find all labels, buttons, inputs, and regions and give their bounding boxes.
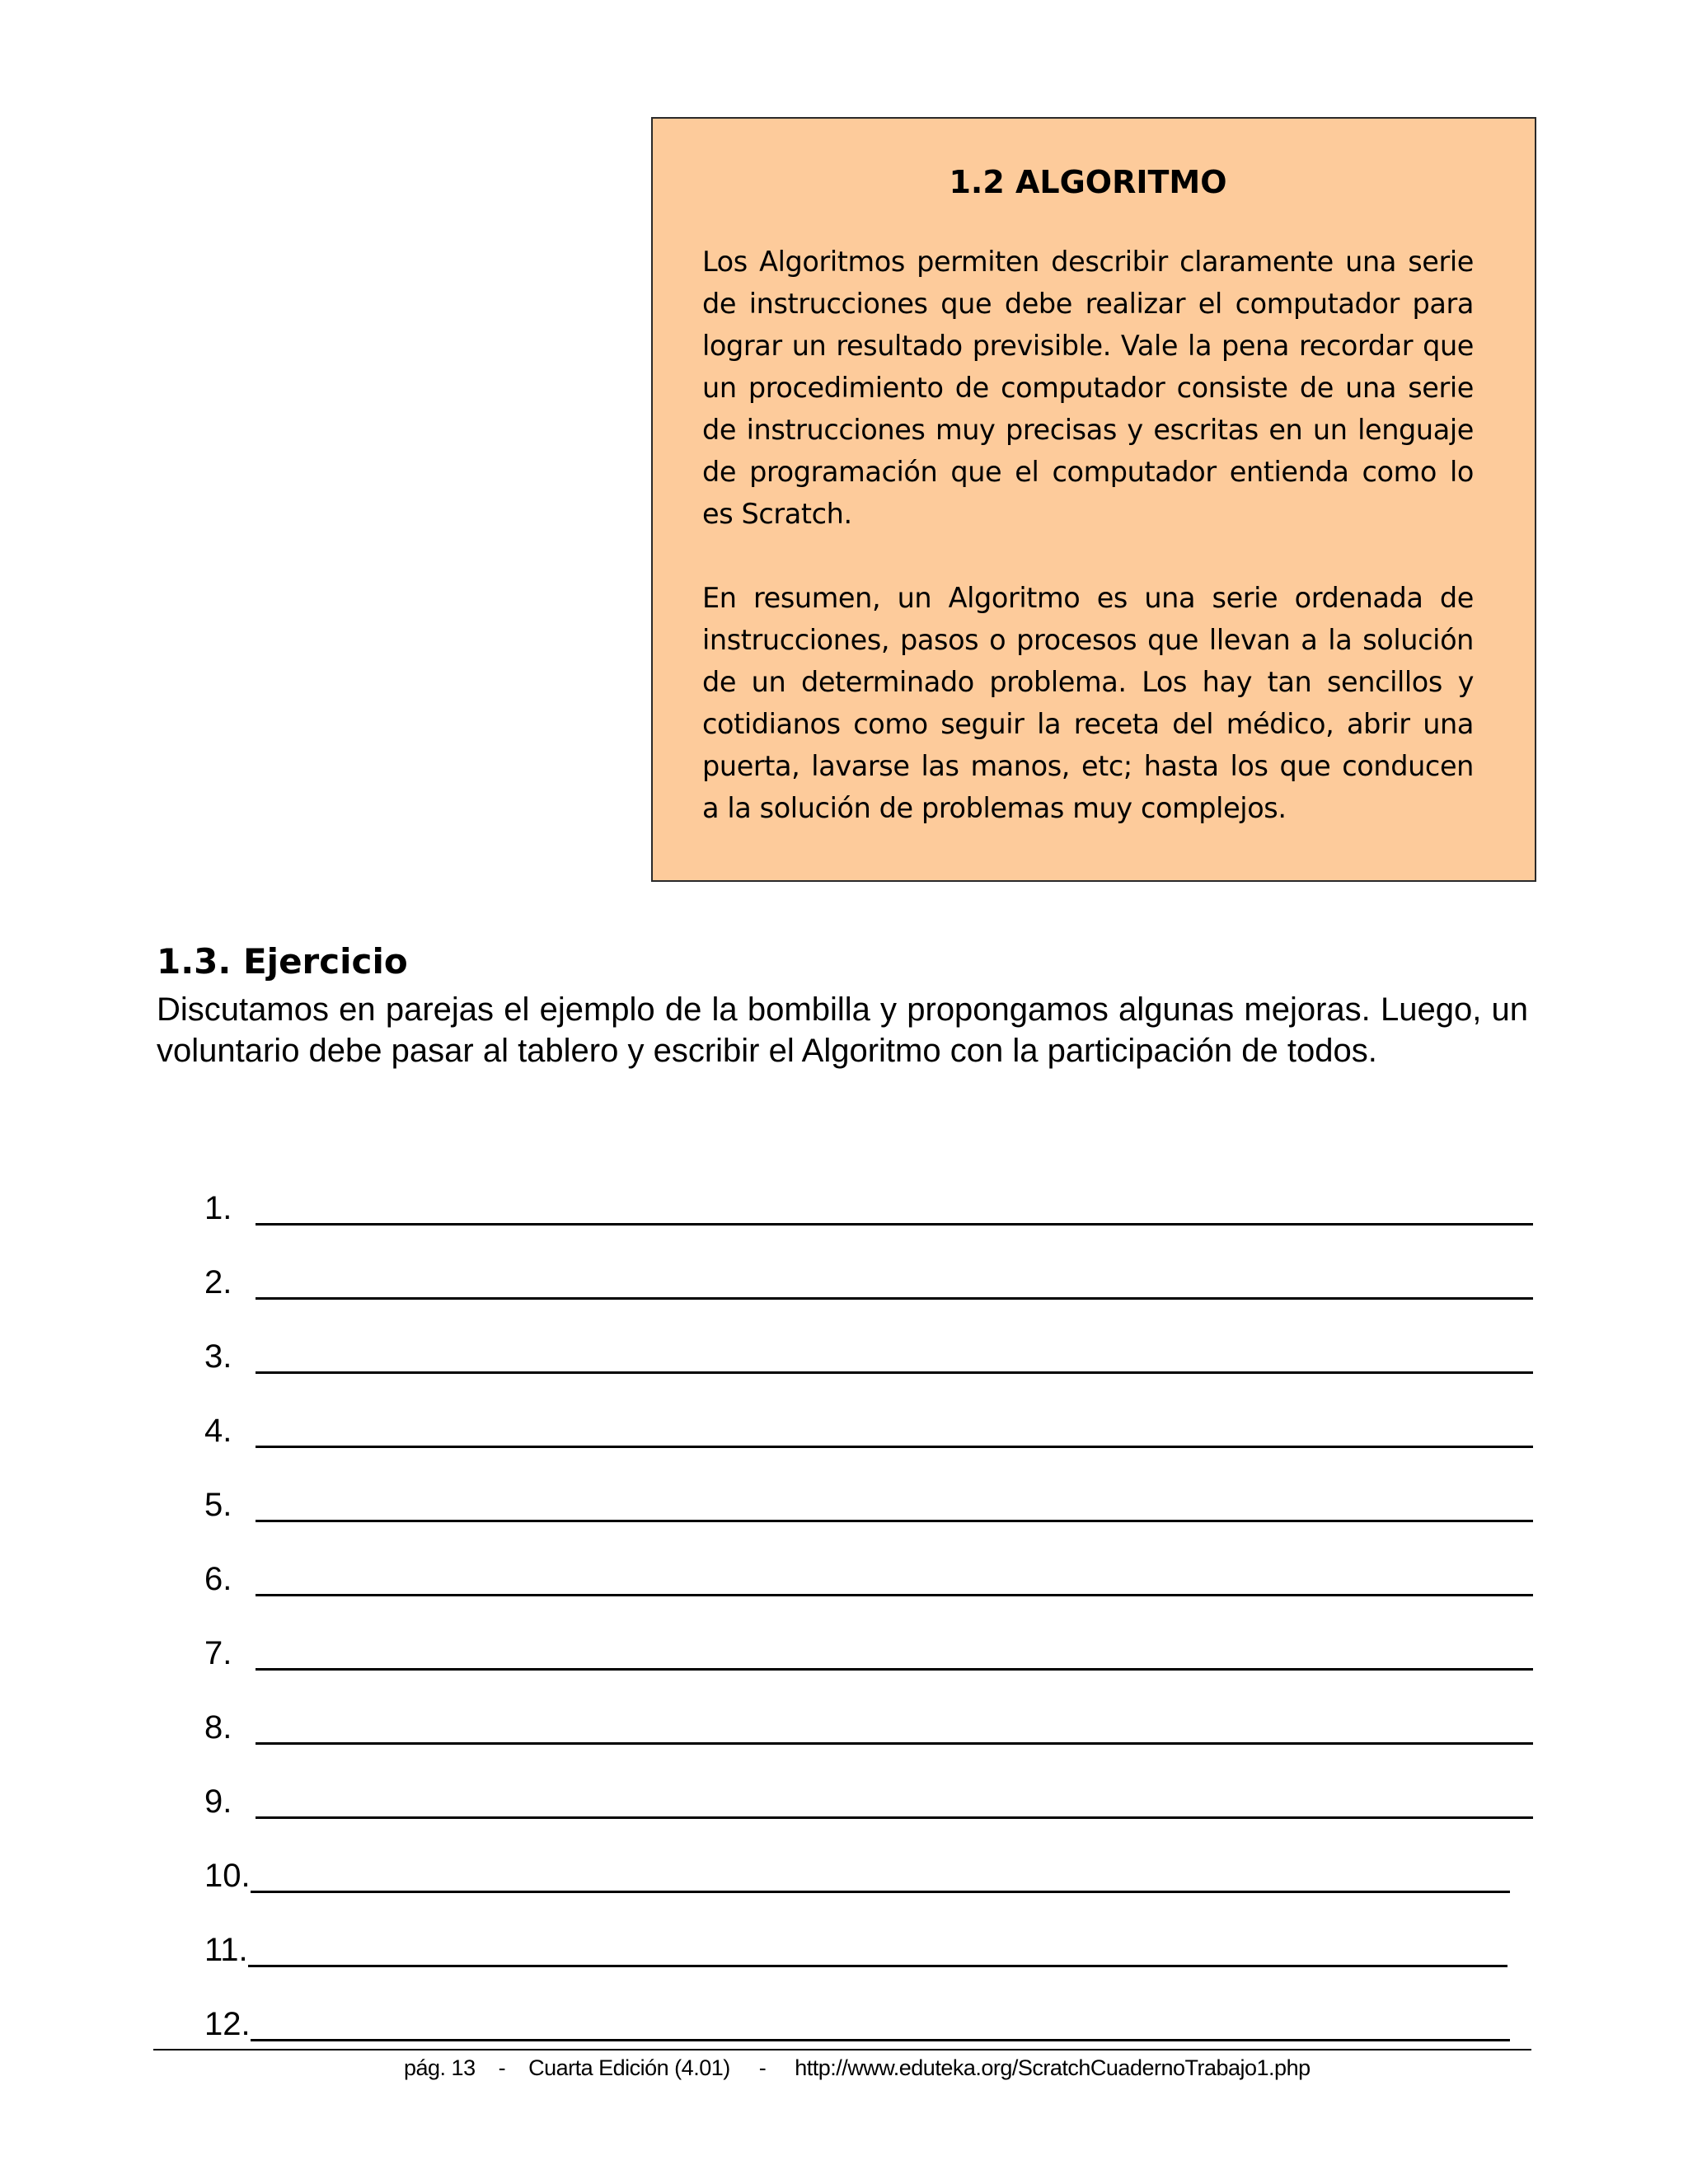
answer-blank	[256, 1816, 1533, 1819]
answer-blank	[256, 1296, 1533, 1300]
answer-line-8[interactable]	[204, 1673, 1540, 1747]
answer-line-1[interactable]	[204, 1154, 1540, 1228]
answer-blank	[256, 1445, 1533, 1448]
answer-line-2[interactable]	[204, 1228, 1540, 1302]
answer-line-3[interactable]	[204, 1302, 1540, 1376]
answer-line-9[interactable]	[204, 1747, 1540, 1821]
answer-line-6[interactable]	[204, 1525, 1540, 1599]
box-title: 1.2 ALGORITMO	[949, 164, 1227, 200]
answer-number: 9.	[204, 1783, 232, 1820]
answer-number: 3.	[204, 1338, 232, 1375]
answer-blank	[256, 1667, 1533, 1671]
answer-line-4[interactable]	[204, 1376, 1540, 1451]
answer-number: 1.	[204, 1190, 232, 1226]
answer-lines	[204, 1154, 1540, 2044]
answer-number: 7.	[204, 1635, 232, 1671]
footer-divider	[153, 2049, 1531, 2050]
answer-line-7[interactable]	[204, 1599, 1540, 1673]
answer-number: 4.	[204, 1413, 232, 1449]
answer-line-11[interactable]	[204, 1896, 1540, 1970]
answer-blank	[256, 1371, 1533, 1374]
exercise-text: Discutamos en parejas el ejemplo de la bombilla y propongamos algunas mejoras. Luego, un voluntario debe pasar al tablero y escribir el Algoritmo con la participación de todos.	[157, 991, 1528, 1069]
answer-line-12[interactable]	[204, 1970, 1540, 2044]
answer-blank	[256, 1593, 1533, 1596]
answer-blank	[256, 1741, 1533, 1745]
exercise-title: 1.3. Ejercicio	[157, 941, 408, 982]
answer-blank	[251, 2038, 1510, 2041]
answer-number: 2.	[204, 1264, 232, 1301]
box-paragraph-2: En resumen, un Algoritmo es una serie ordenada de instrucciones, pasos o procesos que llevan a la solución de un determinado problema. Los hay tan sencillos y cotidianos como seguir la receta del médico, abrir una puerta, lavarse las manos, etc; hasta los que conducen a la solución de problemas muy complejos.	[702, 582, 1474, 824]
answer-number: 5.	[204, 1487, 232, 1523]
answer-number: 11.	[204, 1932, 248, 1968]
answer-number: 8.	[204, 1709, 232, 1746]
answer-blank	[251, 1890, 1510, 1893]
algoritmo-box	[651, 117, 1536, 882]
answer-number: 12.	[204, 2006, 251, 2042]
answer-blank	[248, 1964, 1507, 1967]
answer-number: 10.	[204, 1858, 251, 1894]
answer-blank	[256, 1222, 1533, 1226]
answer-line-5[interactable]	[204, 1451, 1540, 1525]
page-footer: pág. 13 - Cuarta Edición (4.01) - http://www.eduteka.org/ScratchCuadernoTrabajo1.php	[404, 2055, 1311, 2080]
answer-number: 6.	[204, 1561, 232, 1597]
answer-line-10[interactable]	[204, 1821, 1540, 1896]
answer-blank	[256, 1519, 1533, 1522]
box-paragraph-1: Los Algoritmos permiten describir claramente una serie de instrucciones que debe realizar el computador para lograr un resultado previsible. Vale la pena recordar que un procedimiento de computador consiste de una serie de instrucciones muy precisas y escritas en un lenguaje de programación que el computador entienda como lo es Scratch.	[702, 246, 1474, 530]
